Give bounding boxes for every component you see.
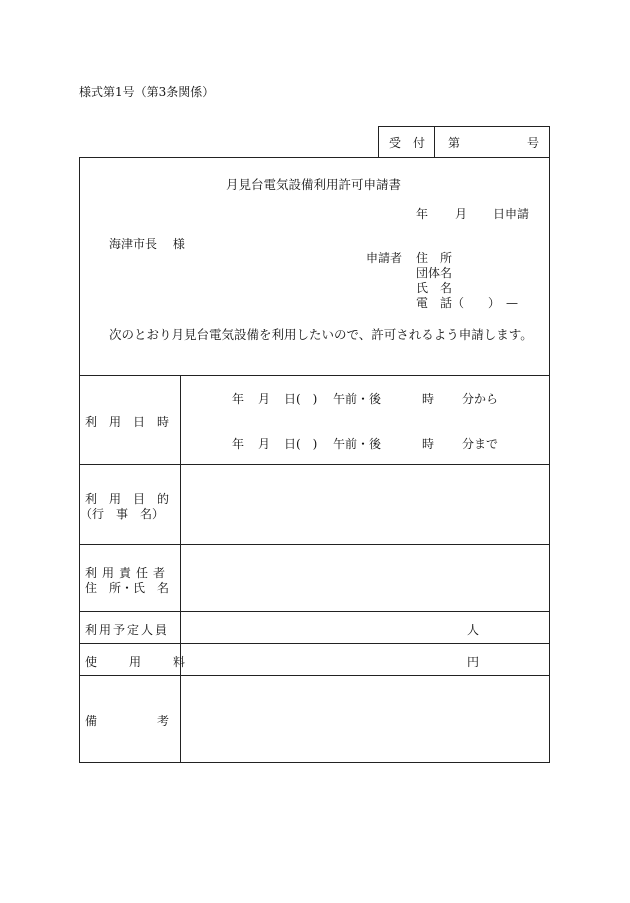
event-name-label: （行 事 名） (80, 507, 165, 521)
applicant-address: 住 所 (416, 251, 453, 265)
from-month: 月 (258, 392, 271, 406)
to-year: 年 (232, 437, 245, 451)
date-year: 年 (416, 207, 429, 221)
people-label: 利用予定人員 (85, 623, 170, 637)
datetime-label: 利 用 日 時 (85, 415, 170, 429)
date-day-apply: 日申請 (493, 207, 530, 221)
fee-field[interactable] (182, 645, 462, 674)
receipt-number-prefix: 第 (448, 136, 461, 150)
to-day: 日( ) (284, 437, 318, 451)
remarks-label: 備 考 (85, 714, 176, 728)
from-year: 年 (232, 392, 245, 406)
to-minute: 分まで (462, 437, 499, 451)
to-ampm: 午前・後 (333, 437, 382, 451)
remarks-field[interactable] (182, 677, 548, 761)
people-field[interactable] (182, 613, 462, 642)
date-month: 月 (455, 207, 468, 221)
form-id: 様式第1号（第3条関係） (79, 85, 215, 99)
applicant-label: 申請者 (366, 251, 403, 265)
applicant-phone: 電 話（ ） — (416, 296, 519, 310)
fee-label: 使 用 料 (85, 655, 196, 669)
from-ampm: 午前・後 (333, 392, 382, 406)
applicant-name: 氏 名 (416, 281, 453, 295)
from-minute: 分から (462, 392, 499, 406)
purpose-label: 利 用 目 的 (85, 492, 170, 506)
responsible-label: 利用責任者 (85, 566, 171, 580)
people-unit: 人 (467, 623, 480, 637)
receipt-label: 受 付 (389, 136, 426, 150)
responsible-address-name-label: 住 所・氏 名 (85, 581, 170, 595)
receipt-number-suffix: 号 (527, 136, 540, 150)
addressee: 海津市長 様 (109, 237, 185, 251)
to-month: 月 (258, 437, 271, 451)
from-day: 日( ) (284, 392, 318, 406)
statement: 次のとおり月見台電気設備を利用したいので、許可されるよう申請します。 (109, 327, 533, 342)
fee-unit: 円 (467, 655, 480, 669)
from-hour: 時 (422, 392, 435, 406)
purpose-field[interactable] (182, 466, 548, 543)
to-hour: 時 (422, 437, 435, 451)
responsible-field[interactable] (182, 546, 548, 610)
page-title: 月見台電気設備利用許可申請書 (226, 177, 402, 192)
applicant-group: 団体名 (416, 266, 453, 280)
